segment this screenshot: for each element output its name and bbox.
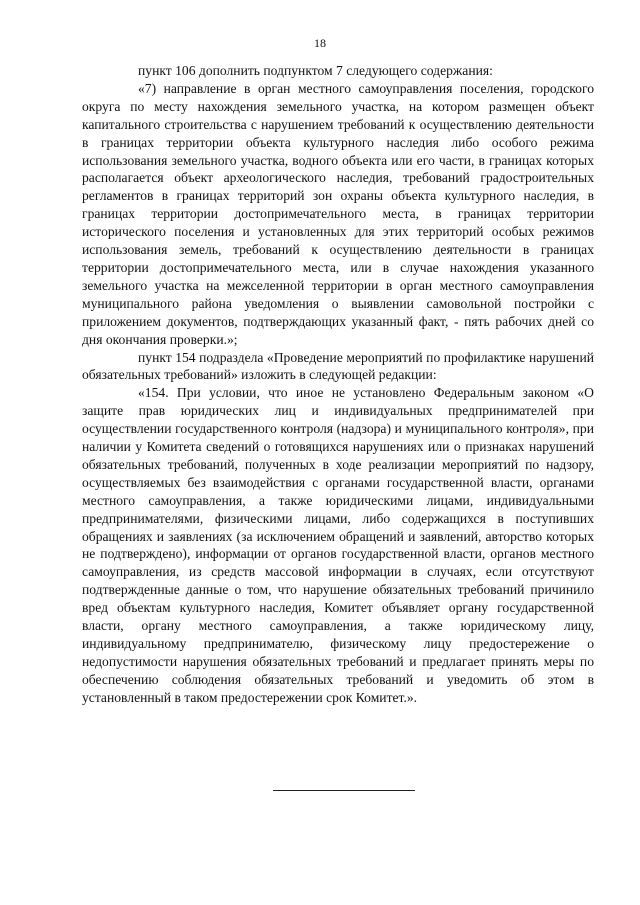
paragraph-amendment-intro: пункт 106 дополнить подпунктом 7 следующего содержания: (138, 63, 493, 78)
paragraph-subpoint-7: «7) направление в орган местного самоуправления поселения, городского округа по месту нахождения земельного участка, на котором размещен объект капитального строительства с нарушением требований к осуществлению деятельности в границах территории объекта культурного наследия либо особого режима использования земельного участка, водного объекта или его части, в границах которых располагается объект археологического наследия, требований градостроительных регламентов в границах территорий зон охраны объекта культурного наследия, в границах территории достопримечательного места, в границах территории исторического поселения и установленных для этих территорий особых режимов использования земель, требований к осуществлению деятельности в границах территории достопримечательного места, или в случае нахождения указанного земельного участка на межселенной территории в орган местного самоуправления муниципального района уведомления о выявлении самовольной постройки с приложением документов, подтверждающих указанный факт, - пять рабочих дней со дня окончания проверки.»; (82, 80, 594, 347)
paragraph-amendment-154-intro: пункт 154 подраздела «Проведение мероприятий по профилактике нарушений обязательных требований» изложить в следующей редакции: (82, 349, 594, 383)
page-number: 18 (314, 36, 326, 50)
paragraph-point-154: «154. При условии, что иное не установлено Федеральным законом «О защите прав юридических лиц и индивидуальных предпринимателей при осуществлении государственного контроля (надзора) и муниципального контроля», при наличии у Комитета сведений о готовящихся нарушениях или о признаках нарушений обязательных требований, полученных в ходе реализации мероприятий по надзору, осуществляемых без взаимодействия с органами государственной власти, органами местного самоуправления, а также юридическими лицами, индивидуальными предпринимателями, физическими лицами, либо содержащихся в поступивших обращениях и заявлениях (за исключением обращений и заявлений, авторство которых не подтверждено), информации от органов государственной власти, органов местного самоуправления, из средств массовой информации в случаях, если отсутствуют подтвержденные данные о том, что нарушение обязательных требований причинило вред объектам культурного наследия, Комитет объявляет органу государственной власти, органу местного самоуправления, а также юридическому лицу, индивидуальному предпринимателю, физическому лицу предостережение о недопустимости нарушения обязательных требований и предлагает принять меры по обеспечению соблюдения обязательных требований и уведомить об этом в установленный в таком предостережении срок Комитет.». (82, 385, 594, 705)
document-body (82, 62, 594, 707)
end-separator-line (273, 790, 415, 791)
